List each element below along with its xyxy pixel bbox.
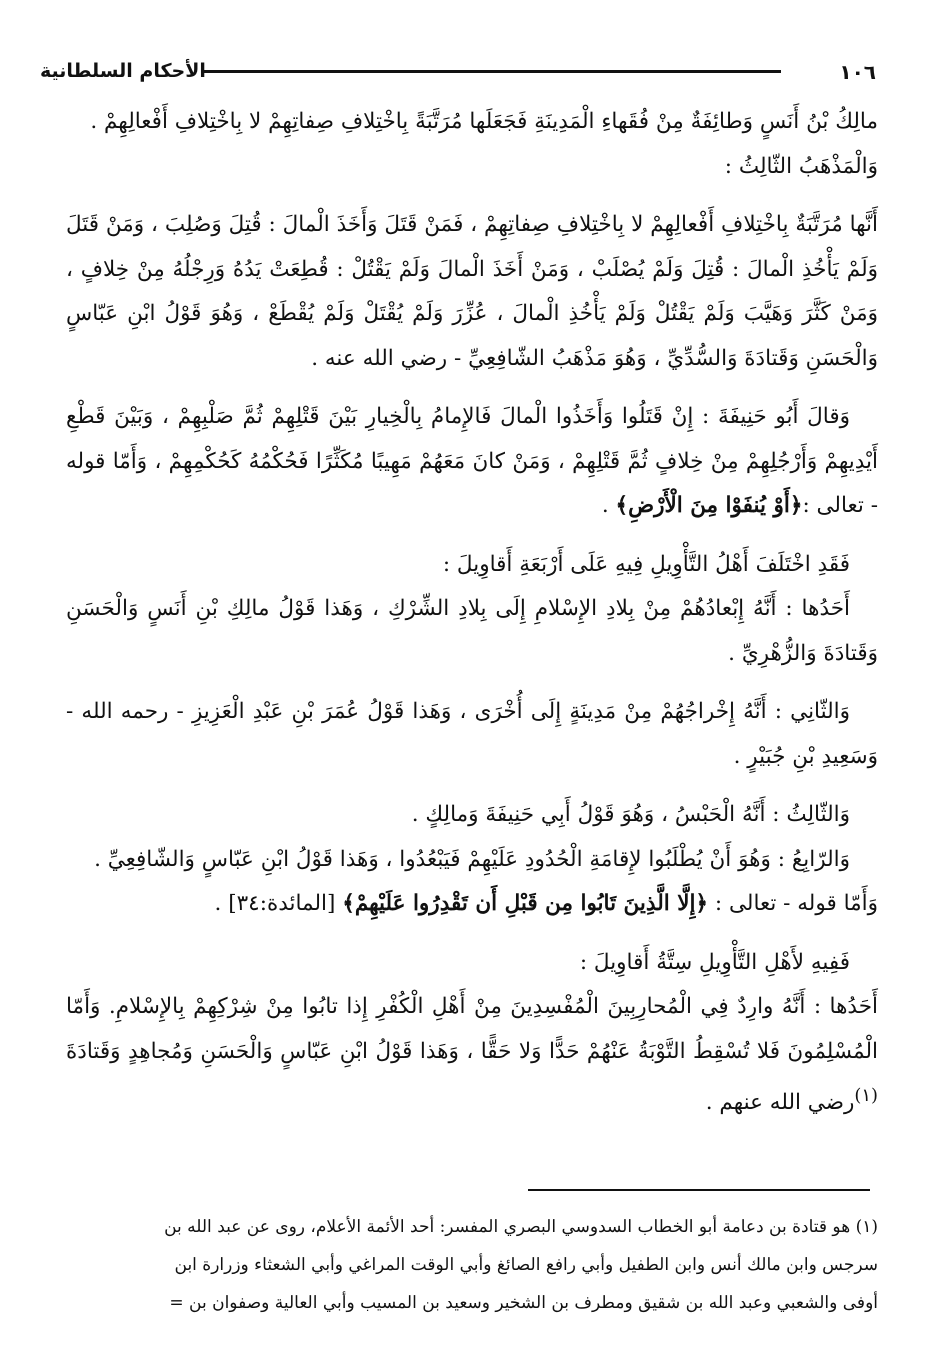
paragraph: فَفِيهِ لأَهْلِ التَّأْوِيلِ سِتَّةُ أَقاوِيلَ : xyxy=(579,949,850,975)
paragraph: وَالثّالِثُ : أَنَّهُ الْحَبْسُ ، وَهُوَ قَوْلُ أَبِي حَنِيفَةَ وَمالِكٍ . xyxy=(411,802,850,827)
paragraph: وَالثّانِي : أَنَّهُ إِخْراجُهُمْ مِنْ مَدِينَةٍ إِلَى أُخْرَى ، وَهَذا قَوْلُ عُمَرَ بْنِ عَبْدِ الْعَزِيزِ - رحمه الله - وَسَعِيدِ بْنِ جُبَيْرٍ . xyxy=(66,699,878,769)
paragraph xyxy=(66,395,878,529)
paragraph: أَنَّها مُرَتَّبَةٌ بِاخْتِلافِ أَفْعالِهِمْ لا بِاخْتِلافِ صِفاتِهِمْ ، فَمَنْ قَتَلَ وَأَخَذَ الْمالَ : قُتِلَ وَصُلِبَ ، وَمَنْ قَتَلَ وَلَمْ يَأْخُذِ الْمالَ : قُتِلَ وَلَمْ يُصْلَبْ ، وَمَنْ أَخَذَ الْمالَ وَلَمْ يَقْتُلْ : قُطِعَتْ يَدُهُ وَرِجْلُهُ مِنْ خِلافٍ ، وَمَنْ كَثَّرَ وَهَيَّبَ وَلَمْ يَقْتُلْ وَلَمْ يَأْخُذِ الْمالَ ، عُزِّرَ وَلَمْ يُقْتَلْ وَلَمْ يُقْطَعْ ، وَهُوَ قَوْلُ ابْنِ عَبّاسٍ وَالْحَسَنِ وَقَتادَةَ وَالسُّدِّيِّ ، وَهُوَ مَذْهَبُ الشّافِعِيِّ - رضي الله عنه . xyxy=(66,212,878,371)
paragraph-text: أَحَدُها : أَنَّهُ وارِدٌ فِي الْمُحارِبِينَ الْمُفْسِدِينَ مِنْ أَهْلِ الْكُفْرِ إِذا تابُوا مِنْ شِرْكِهِمْ بِالإِسْلامِ. وَأَمّا الْمُسْلِمُونَ فَلا تُسْقِطُ التَّوْبَةُ عَنْهُمْ حَدًّا وَلا حَقًّا ، وَهَذا قَوْلُ ابْنِ عَبّاسٍ وَالْحَسَنِ وَمُجاهِدٍ وَقَتادَةَ xyxy=(66,994,878,1064)
paragraph-text: رضي الله عنهم . xyxy=(705,1090,855,1116)
page-number: ١٠٦ xyxy=(839,60,876,84)
header-rule xyxy=(203,70,781,73)
footnote-reference: (١) xyxy=(854,1085,878,1106)
paragraph-text: [المائدة:٣٤] . xyxy=(214,891,343,916)
footnote-line: أوفى والشعبي وعبد الله بن شقيق ومطرف بن الشخير وسعيد بن المسيب وأبي العالية وصفوان بن = xyxy=(169,1293,878,1313)
page-header xyxy=(40,60,876,94)
paragraph: مالِكُ بْنُ أَنَسٍ وَطائِفَةٌ مِنْ فُقَهاءِ الْمَدِينَةِ فَجَعَلَها مُرَتَّبَةً بِاخْتِلافِ صِفاتِهِمْ لا بِاخْتِلافِ أَفْعالِهِمْ . xyxy=(90,109,878,134)
paragraph-text: وَأَمّا قوله - تعالى : xyxy=(714,891,878,916)
quran-verse: ﴿إِلَّا الَّذِينَ تَابُوا مِن قَبْلِ أَن تَقْدِرُوا عَلَيْهِمْ﴾ xyxy=(342,891,709,916)
paragraph-text: . xyxy=(601,493,616,518)
paragraph: فَقَدِ اخْتَلَفَ أَهْلُ التَّأْوِيلِ فِيهِ عَلَى أَرْبَعَةِ أَقاوِيلَ : xyxy=(442,551,850,577)
paragraph-text: وَقالَ أَبُو حَنِيفَةَ : إِنْ قَتَلُوا وَأَخَذُوا الْمالَ فَالإِمامُ بِالْخِيارِ بَيْنَ قَتْلِهِمْ ثُمَّ صَلْبِهِمْ ، وَبَيْنَ قَطْعِ أَيْدِيهِمْ وَأَرْجُلِهِمْ مِنْ خِلافٍ ثُمَّ قَتْلِهِمْ ، وَمَنْ كانَ مَعَهُمْ مَهِيبًا مُكَثِّرًا فَحُكْمُهُ كَحُكْمِهِمْ ، وَأَمّا قوله - تعالى : xyxy=(66,404,878,518)
quran-verse: ﴿أَوْ يُنفَوْا مِنَ الْأَرْضِ﴾ xyxy=(615,493,803,518)
paragraph xyxy=(66,985,878,1126)
paragraph: أَحَدُها : أَنَّهُ إِبْعادُهُمْ مِنْ بِلادِ الإِسْلامِ إِلَى بِلادِ الشِّرْكِ ، وَهَذا قَوْلُ مالِكِ بْنِ أَنَسٍ وَالْحَسَنِ وَقَتادَةَ وَالزُّهْرِيِّ . xyxy=(66,596,878,666)
footnote-separator xyxy=(528,1189,870,1191)
footnote-line: (١) هو قتادة بن دعامة أبو الخطاب السدوسي البصري المفسر: أحد الأئمة الأعلام، روى عن عبد الله بن xyxy=(164,1217,878,1237)
paragraph: وَالرّابِعُ : وَهُوَ أَنْ يُطْلَبُوا لإِقامَةِ الْحُدُودِ عَلَيْهِمْ فَيَبْعُدُوا ، وَهَذا قَوْلُ ابْنِ عَبّاسٍ وَالشّافِعِيِّ . xyxy=(94,846,850,872)
body-text xyxy=(66,100,878,1126)
footnote-line: سرجس وابن مالك أنس وابن الطفيل وأبي رافع الصائغ وأبي الوقت المراغي وأبي الشعثاء وزرارة ابن xyxy=(174,1255,878,1275)
paragraph xyxy=(66,882,878,927)
footnote xyxy=(68,1208,878,1322)
paragraph: وَالْمَذْهَبُ الثّالِثُ : xyxy=(724,153,878,179)
running-title: الأحكام السلطانية xyxy=(40,60,206,82)
